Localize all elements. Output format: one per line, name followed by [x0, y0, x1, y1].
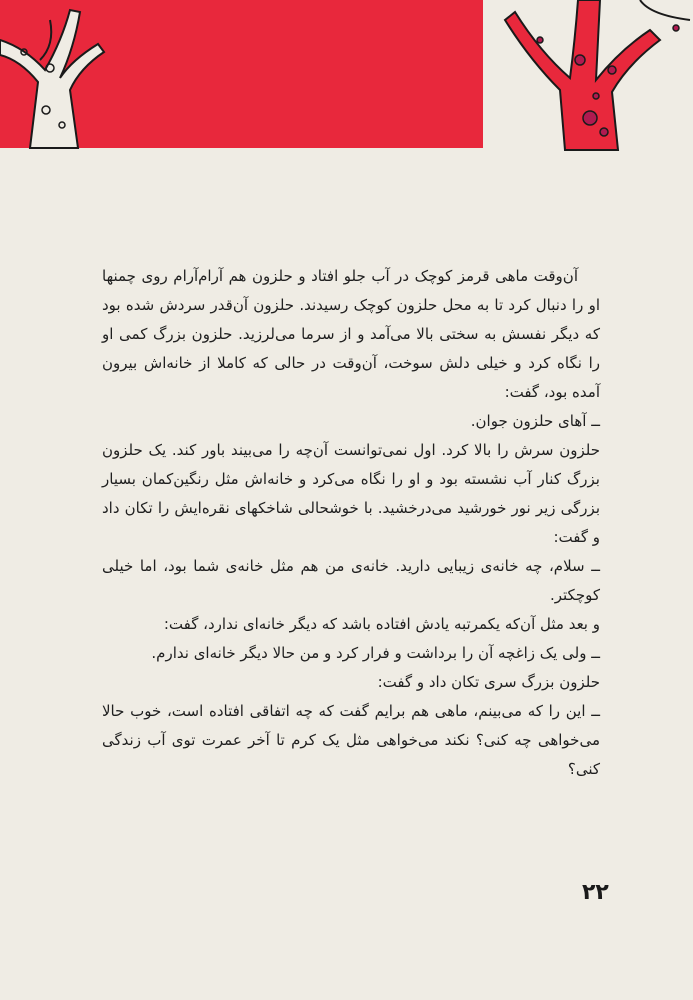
- right-tree-trunk: [505, 0, 660, 150]
- story-paragraph: ــ این را که می‌بینم، ماهی هم برایم گفت که چه اتفاقی افتاده است، خوب حالا می‌خواهی چه کنی؟ نکند می‌خواهی مثل یک کرم تا آخر عمرت توی آب زندگی کنی؟: [102, 702, 600, 778]
- story-paragraph: و بعد مثل آن‌که یکمرتبه یادش افتاده باشد که دیگر خانه‌ای ندارد، گفت:: [163, 615, 600, 633]
- story-text: [102, 262, 600, 784]
- story-paragraph: ــ سلام، چه خانه‌ی زیبایی دارید. خانه‌ی من هم مثل خانه‌ی شما بود، اما خیلی کوچکتر.: [102, 557, 600, 604]
- story-paragraph: حلزون بزرگ سری تکان داد و گفت:: [377, 673, 600, 691]
- right-tree-branch: [640, 0, 690, 20]
- story-paragraph: آن‌وقت ماهی قرمز کوچک در آب جلو افتاد و حلزون هم آرام‌آرام روی چمنها او را دنبال کرد تا به محل حلزون کوچک رسیدند. حلزون آن‌قدر سردش شده بود که دیگر نفسش به سختی بالا می‌آمد و از سرما می‌لرزید. حلزون بزرگ کمی او را نگاه کرد و خیلی دلش سوخت، آن‌وقت در حالی که کاملا از خانه‌اش بیرون آمده بود، گفت:: [102, 267, 600, 401]
- story-paragraph: ــ ولی یک زاغچه آن را برداشت و فرار کرد و من حالا دیگر خانه‌ای ندارم.: [151, 644, 600, 662]
- page-number: ۲۲: [582, 880, 609, 905]
- tree-illustration-icon: [0, 0, 693, 160]
- story-paragraph: ــ آهای حلزون جوان.: [470, 412, 600, 430]
- story-paragraph: حلزون سرش را بالا کرد. اول نمی‌توانست آن‌چه را می‌بیند باور کند. یک حلزون بزرگ کنار آب نشسته بود و او را نگاه می‌کرد و خانه‌اش مثل رنگین‌کمان بسیار بزرگی زیر نور خورشید می‌درخشید. با خوشحالی شاخکهای نقره‌ایش را تکان داد و گفت:: [102, 441, 600, 546]
